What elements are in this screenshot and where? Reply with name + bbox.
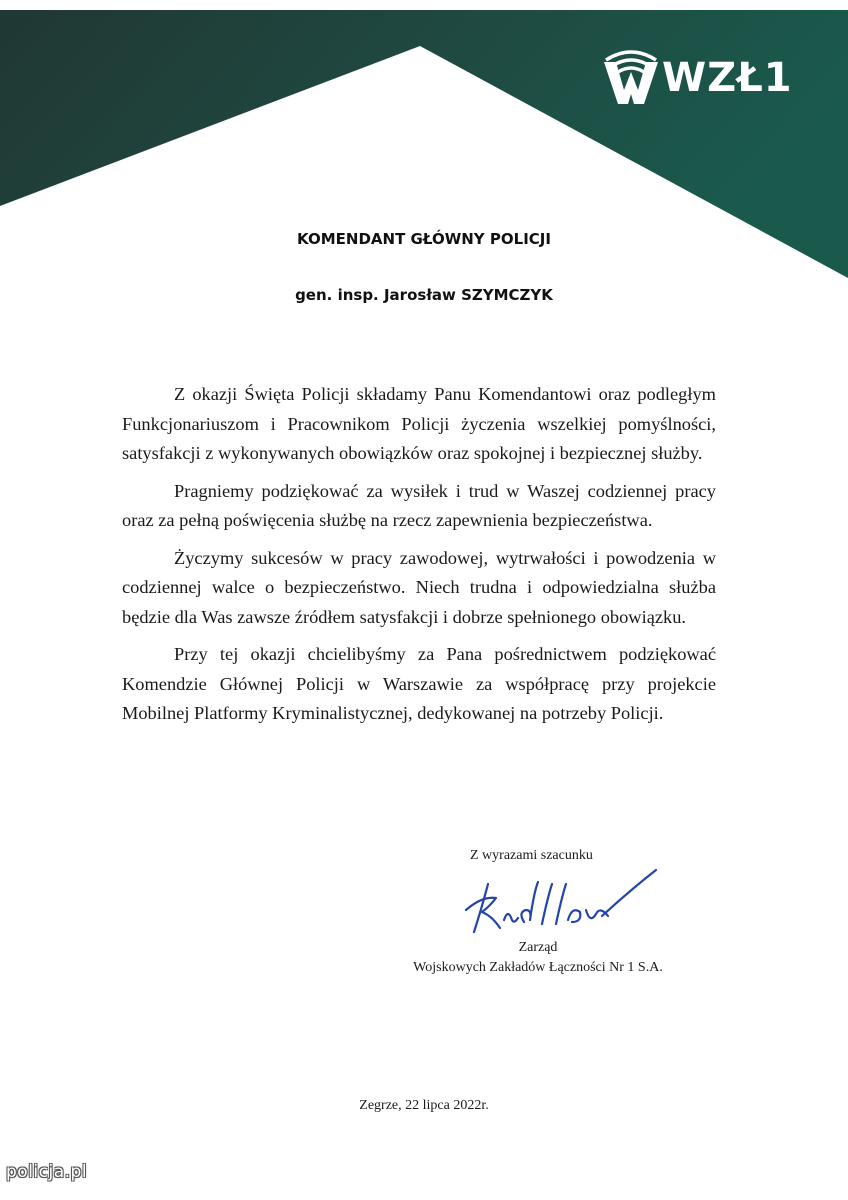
watermark: policja.pl bbox=[6, 1162, 88, 1182]
letter-paragraph: Z okazji Święta Policji składamy Panu Komendantowi oraz podległym Funkcjonariuszom i Pracownikom Policji życzenia wszelkiej pomyślności, satysfakcji z wykonywanych obowiązków oraz spokojnej i bezpiecznej służby. bbox=[122, 384, 716, 463]
signatory-board: Zarząd bbox=[518, 940, 558, 955]
recipient-name: gen. insp. Jarosław SZYMCZYK bbox=[295, 286, 553, 304]
letter-paragraph: Życzymy sukcesów w pracy zawodowej, wytrwałości i powodzenia w codziennej walce o bezpieczeństwo. Niech trudna i odpowiedzialna służba będzie dla Was zawsze źródłem satysfakcji i dobrze spełnionego obowiązku. bbox=[122, 547, 716, 627]
letter-paragraph: Przy tej okazji chcielibyśmy za Pana pośrednictwem podziękować Komendzie Głównej Policji w Warszawie za współpracę przy projekcie Mobilnej Platformy Kryminalistycznej, dedykowanej na potrzeby Policji. bbox=[122, 644, 716, 723]
company-logo bbox=[600, 46, 810, 110]
recipient-title: KOMENDANT GŁÓWNY POLICJI bbox=[297, 230, 551, 248]
logo-text: WZŁ1 bbox=[662, 55, 793, 101]
handwritten-signature bbox=[452, 862, 662, 942]
letter-body bbox=[122, 380, 716, 737]
wzl-w-signal-icon bbox=[600, 46, 662, 108]
closing-phrase: Z wyrazami szacunku bbox=[470, 848, 593, 863]
date-line: Zegrze, 22 lipca 2022r. bbox=[359, 1098, 489, 1113]
signatory-company: Wojskowych Zakładów Łączności Nr 1 S.A. bbox=[413, 960, 663, 975]
letter-paragraph: Pragniemy podziękować za wysiłek i trud w Waszej codziennej pracy oraz za pełną poświęcenia służbę na rzecz zapewnienia bezpieczeństwa. bbox=[122, 480, 716, 530]
